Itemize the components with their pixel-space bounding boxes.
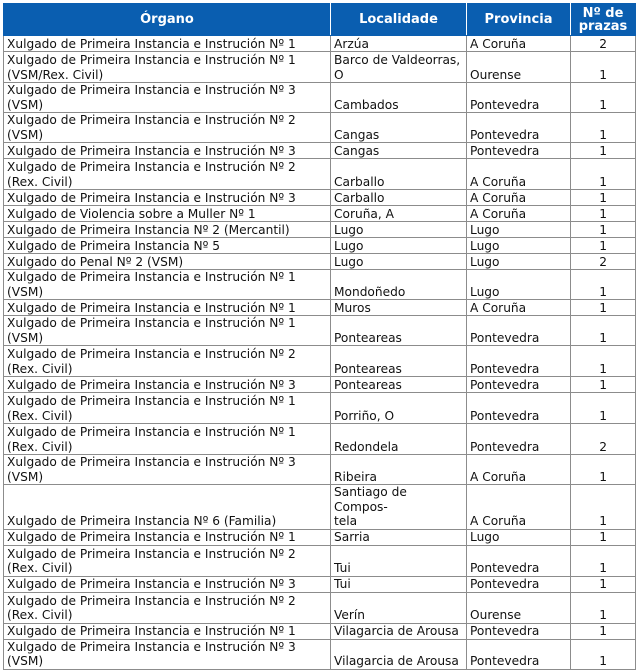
cell-localidade: Ribeira [331,455,467,485]
cell-prazas: 2 [571,254,636,270]
table-row [4,529,636,545]
cell-organo: Xulgado de Primeira Instancia e Instrución Nº 1 [4,300,331,316]
table-row [4,639,636,669]
cell-organo: Xulgado de Primeira Instancia e Instrución Nº 2 (Rex. Civil) [4,159,331,190]
cell-prazas: 1 [571,222,636,238]
cell-prazas: 1 [571,113,636,143]
cell-prazas: 1 [571,545,636,576]
table-row [4,113,636,143]
cell-prazas: 1 [571,143,636,159]
cell-prazas: 1 [571,159,636,190]
cell-localidade: Tui [331,545,467,576]
cell-localidade: Arzúa [331,36,467,52]
cell-prazas: 1 [571,270,636,300]
table-row [4,455,636,485]
cell-provincia: Lugo [467,254,571,270]
table-row [4,206,636,222]
cell-localidade: Cangas [331,113,467,143]
cell-organo: Xulgado de Primeira Instancia e Instrución Nº 3 (VSM) [4,83,331,113]
table-row [4,545,636,576]
table-row [4,393,636,424]
cell-localidade: Lugo [331,238,467,254]
cell-localidade: Carballo [331,159,467,190]
table-row [4,52,636,83]
cell-prazas: 1 [571,346,636,377]
cell-localidade: Ponteareas [331,346,467,377]
cell-provincia: Pontevedra [467,143,571,159]
cell-organo: Xulgado de Primeira Instancia e Instrución Nº 1 [4,529,331,545]
cell-provincia: A Coruña [467,36,571,52]
table-row [4,270,636,300]
cell-prazas: 1 [571,485,636,530]
cell-organo: Xulgado de Primeira Instancia Nº 2 (Mercantil) [4,222,331,238]
header-provincia: Provincia [467,4,571,36]
cell-localidade: Muros [331,300,467,316]
cell-prazas: 1 [571,377,636,393]
cell-organo: Xulgado de Primeira Instancia e Instrución Nº 2 (Rex. Civil) [4,346,331,377]
table-row [4,377,636,393]
cell-prazas: 1 [571,83,636,113]
cell-organo: Xulgado de Primeira Instancia e Instrución Nº 2 (Rex. Civil) [4,545,331,576]
cell-organo: Xulgado de Primeira Instancia e Instrución Nº 1 (VSM) [4,270,331,300]
cell-organo: Xulgado de Primeira Instancia e Instrución Nº 3 [4,377,331,393]
cell-localidade: Santiago de Compos- tela [331,485,467,530]
cell-prazas: 1 [571,300,636,316]
table-row [4,143,636,159]
cell-prazas: 1 [571,316,636,346]
cell-provincia: Ourense [467,592,571,623]
table-row [4,485,636,530]
cell-provincia: Pontevedra [467,623,571,639]
cell-localidade: Carballo [331,190,467,206]
cell-provincia: Pontevedra [467,113,571,143]
cell-localidade: Coruña, A [331,206,467,222]
cell-localidade: Tui [331,576,467,592]
cell-organo: Xulgado de Primeira Instancia e Instrución Nº 1 (Rex. Civil) [4,424,331,455]
cell-prazas: 1 [571,190,636,206]
cell-provincia: A Coruña [467,159,571,190]
cell-organo: Xulgado de Primeira Instancia e Instrución Nº 3 [4,143,331,159]
cell-localidade: Cangas [331,143,467,159]
table-row [4,592,636,623]
cell-organo: Xulgado de Primeira Instancia e Instrución Nº 1 (VSM/Rex. Civil) [4,52,331,83]
cell-provincia: Pontevedra [467,83,571,113]
cell-prazas: 1 [571,576,636,592]
cell-localidade: Verín [331,592,467,623]
table-row [4,190,636,206]
cell-organo: Xulgado de Primeira Instancia e Instrución Nº 1 (VSM) [4,316,331,346]
cell-organo: Xulgado de Primeira Instancia Nº 5 [4,238,331,254]
cell-provincia: A Coruña [467,485,571,530]
cell-provincia: A Coruña [467,206,571,222]
cell-localidade: Ponteareas [331,316,467,346]
table-row [4,424,636,455]
cell-provincia: A Coruña [467,300,571,316]
cell-provincia: Pontevedra [467,346,571,377]
header-row [4,4,636,36]
cell-prazas: 1 [571,529,636,545]
table-row [4,83,636,113]
cell-localidade: Barco de Valdeorras, O [331,52,467,83]
cell-provincia: Pontevedra [467,639,571,669]
cell-provincia: Ourense [467,52,571,83]
table-row [4,36,636,52]
cell-prazas: 2 [571,36,636,52]
table-row [4,300,636,316]
cell-prazas: 1 [571,455,636,485]
cell-localidade: Mondoñedo [331,270,467,300]
table-row [4,159,636,190]
cell-provincia: Pontevedra [467,424,571,455]
cell-prazas: 1 [571,592,636,623]
cell-prazas: 1 [571,206,636,222]
table-row [4,623,636,639]
cell-prazas: 2 [571,424,636,455]
table-row [4,316,636,346]
table-row [4,222,636,238]
cell-localidade: Cambados [331,83,467,113]
table-row [4,576,636,592]
cell-provincia: Pontevedra [467,393,571,424]
header-organo: Órgano [4,4,331,36]
cell-localidade: Vilagarcia de Arousa [331,623,467,639]
cell-organo: Xulgado de Primeira Instancia e Instrución Nº 2 (Rex. Civil) [4,592,331,623]
cell-prazas: 1 [571,623,636,639]
cell-organo: Xulgado de Primeira Instancia e Instrución Nº 1 [4,36,331,52]
cell-prazas: 1 [571,52,636,83]
cell-organo: Xulgado de Primeira Instancia e Instrución Nº 1 [4,623,331,639]
cell-provincia: Pontevedra [467,377,571,393]
cell-organo: Xulgado de Primeira Instancia e Instrución Nº 2 (VSM) [4,113,331,143]
cell-organo: Xulgado do Penal Nº 2 (VSM) [4,254,331,270]
cell-provincia: Lugo [467,222,571,238]
table-row [4,254,636,270]
cell-organo: Xulgado de Primeira Instancia e Instrución Nº 3 (VSM) [4,639,331,669]
cell-localidade: Porriño, O [331,393,467,424]
cell-prazas: 1 [571,393,636,424]
cell-provincia: Lugo [467,529,571,545]
cell-localidade: Lugo [331,222,467,238]
cell-organo: Xulgado de Primeira Instancia e Instrución Nº 3 [4,576,331,592]
cell-organo: Xulgado de Violencia sobre a Muller Nº 1 [4,206,331,222]
cell-provincia: A Coruña [467,455,571,485]
table-row [4,346,636,377]
header-prazas: Nº de prazas [571,4,636,36]
cell-organo: Xulgado de Primeira Instancia e Instrución Nº 1 (Rex. Civil) [4,393,331,424]
cell-localidade: Vilagarcia de Arousa [331,639,467,669]
table-row [4,238,636,254]
cell-organo: Xulgado de Primeira Instancia Nº 6 (Familia) [4,485,331,530]
cell-localidade: Redondela [331,424,467,455]
cell-provincia: Lugo [467,270,571,300]
cell-localidade: Ponteareas [331,377,467,393]
cell-prazas: 1 [571,238,636,254]
header-localidade: Localidade [331,4,467,36]
cell-localidade: Sarria [331,529,467,545]
cell-organo: Xulgado de Primeira Instancia e Instrución Nº 3 [4,190,331,206]
cell-organo: Xulgado de Primeira Instancia e Instrución Nº 3 (VSM) [4,455,331,485]
cell-prazas: 1 [571,639,636,669]
cell-provincia: Pontevedra [467,316,571,346]
cell-provincia: Pontevedra [467,576,571,592]
prazas-table [3,3,636,670]
cell-provincia: A Coruña [467,190,571,206]
cell-localidade: Lugo [331,254,467,270]
cell-provincia: Pontevedra [467,545,571,576]
cell-provincia: Lugo [467,238,571,254]
